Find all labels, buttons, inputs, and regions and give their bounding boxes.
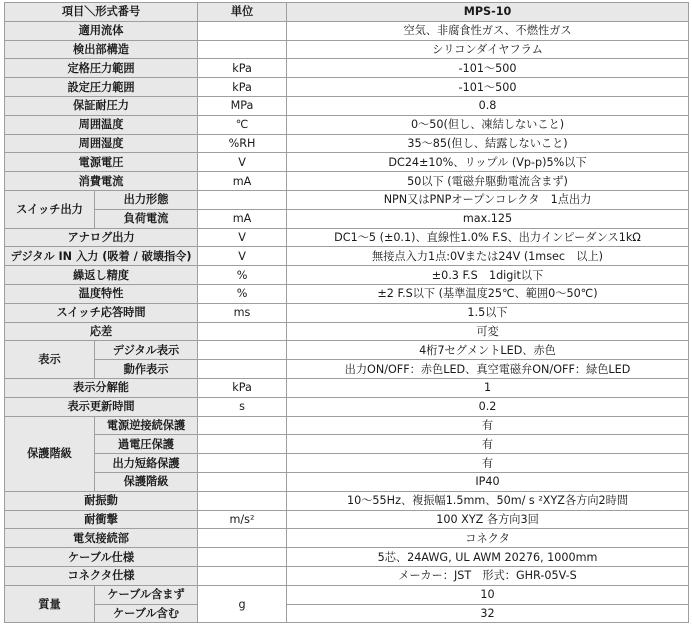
row-unit xyxy=(198,360,287,379)
row-value: NPN又はPNPオープンコレクタ 1点出力 xyxy=(287,190,689,209)
table-row xyxy=(5,491,689,510)
group-label: スイッチ出力 xyxy=(5,190,95,228)
row-label: 耐衝撃 xyxy=(5,510,198,529)
spec-table xyxy=(4,2,689,623)
table-row xyxy=(5,566,689,585)
header-item: 項目＼形式番号 xyxy=(5,3,198,22)
row-label: 負荷電流 xyxy=(95,209,198,228)
table-row xyxy=(5,172,689,191)
row-label: 応差 xyxy=(5,322,198,341)
row-label: アナログ出力 xyxy=(5,228,198,247)
table-row xyxy=(5,454,689,473)
row-label: 周囲温度 xyxy=(5,115,198,134)
table-row xyxy=(5,21,689,40)
row-value: 5芯、24AWG, UL AWM 20276, 1000mm xyxy=(287,548,689,567)
group-label: 質量 xyxy=(5,585,95,623)
row-label: 動作表示 xyxy=(95,360,198,379)
row-unit: kPa xyxy=(198,59,287,78)
row-unit: s xyxy=(198,397,287,416)
row-label: 検出部構造 xyxy=(5,40,198,59)
row-unit: ℃ xyxy=(198,115,287,134)
row-label: 消費電流 xyxy=(5,172,198,191)
row-value: 100 XYZ 各方向3回 xyxy=(287,510,689,529)
row-value: 有 xyxy=(287,454,689,473)
row-unit: ms xyxy=(198,303,287,322)
row-unit xyxy=(198,435,287,454)
row-value: 0〜50(但し、凍結しないこと) xyxy=(287,115,689,134)
row-label: ケーブル含む xyxy=(95,604,198,623)
row-value: 10〜55Hz、複振幅1.5mm、50m/ s ²XYZ各方向2時間 xyxy=(287,491,689,510)
table-row xyxy=(5,341,689,360)
row-unit: % xyxy=(198,284,287,303)
row-label: ケーブル含まず xyxy=(95,585,198,604)
row-unit xyxy=(198,21,287,40)
group-label: 表示 xyxy=(5,341,95,379)
table-row xyxy=(5,266,689,285)
row-value: IP40 xyxy=(287,472,689,491)
row-unit: kPa xyxy=(198,78,287,97)
row-value: 無接点入力1点:0Vまたは24V (1msec 以上) xyxy=(287,247,689,266)
table-row xyxy=(5,510,689,529)
table-row xyxy=(5,134,689,153)
table-row xyxy=(5,529,689,548)
row-unit: m/s² xyxy=(198,510,287,529)
header-row xyxy=(5,3,689,22)
table-row xyxy=(5,303,689,322)
row-value: 出力ON/OFF：赤色LED、真空電磁弁ON/OFF：緑色LED xyxy=(287,360,689,379)
row-value: -101〜500 xyxy=(287,78,689,97)
row-unit xyxy=(198,472,287,491)
row-value: -101〜500 xyxy=(287,59,689,78)
row-unit: MPa xyxy=(198,96,287,115)
table-row xyxy=(5,322,689,341)
row-label: 定格圧力範囲 xyxy=(5,59,198,78)
row-value: 1 xyxy=(287,378,689,397)
row-unit xyxy=(198,40,287,59)
row-label: 出力形態 xyxy=(95,190,198,209)
table-row xyxy=(5,228,689,247)
row-label: 耐振動 xyxy=(5,491,198,510)
header-model: MPS-10 xyxy=(287,3,689,22)
row-value: 0.2 xyxy=(287,397,689,416)
row-value: 50以下 (電磁弁駆動電流含まず) xyxy=(287,172,689,191)
row-label: ケーブル仕様 xyxy=(5,548,198,567)
row-label: 設定圧力範囲 xyxy=(5,78,198,97)
row-value: 4桁7セグメントLED、赤色 xyxy=(287,341,689,360)
row-unit: kPa xyxy=(198,378,287,397)
row-label: デジタル表示 xyxy=(95,341,198,360)
table-row xyxy=(5,416,689,435)
row-value: DC1〜5 (±0.1)、直線性1.0% F.S、出力インピーダンス1kΩ xyxy=(287,228,689,247)
row-value: ±2 F.S以下 (基準温度25℃、範囲0〜50℃) xyxy=(287,284,689,303)
row-value: メーカー：JST 形式：GHR-05V-S xyxy=(287,566,689,585)
row-value: 可変 xyxy=(287,322,689,341)
group-label: 保護階級 xyxy=(5,416,95,491)
row-label: 温度特性 xyxy=(5,284,198,303)
table-row xyxy=(5,472,689,491)
table-row xyxy=(5,360,689,379)
table-row xyxy=(5,585,689,604)
row-unit: V xyxy=(198,247,287,266)
row-unit xyxy=(198,454,287,473)
row-unit xyxy=(198,566,287,585)
row-label: スイッチ応答時間 xyxy=(5,303,198,322)
table-row xyxy=(5,96,689,115)
row-label: コネクタ仕様 xyxy=(5,566,198,585)
row-value: 有 xyxy=(287,416,689,435)
row-value: 35〜85(但し、結露しないこと) xyxy=(287,134,689,153)
row-label: 電気接続部 xyxy=(5,529,198,548)
table-row xyxy=(5,78,689,97)
row-value: 1.5以下 xyxy=(287,303,689,322)
row-value: シリコンダイヤフラム xyxy=(287,40,689,59)
table-row xyxy=(5,209,689,228)
row-label: 表示更新時間 xyxy=(5,397,198,416)
row-unit: % xyxy=(198,266,287,285)
row-unit: g xyxy=(198,585,287,623)
row-value: ±0.3 F.S 1digit以下 xyxy=(287,266,689,285)
row-unit xyxy=(198,322,287,341)
table-row xyxy=(5,40,689,59)
row-unit: mA xyxy=(198,172,287,191)
header-unit: 単位 xyxy=(198,3,287,22)
row-label: 電源逆接続保護 xyxy=(95,416,198,435)
row-label: 出力短絡保護 xyxy=(95,454,198,473)
row-label: 繰返し精度 xyxy=(5,266,198,285)
table-row xyxy=(5,59,689,78)
table-row xyxy=(5,378,689,397)
row-value: 空気、非腐食性ガス、不燃性ガス xyxy=(287,21,689,40)
table-row xyxy=(5,604,689,623)
table-row xyxy=(5,190,689,209)
row-unit xyxy=(198,491,287,510)
row-label: 保護階級 xyxy=(95,472,198,491)
table-row xyxy=(5,548,689,567)
table-row xyxy=(5,435,689,454)
row-value: max.125 xyxy=(287,209,689,228)
row-label: 周囲湿度 xyxy=(5,134,198,153)
row-label: 電源電圧 xyxy=(5,153,198,172)
row-value: 32 xyxy=(287,604,689,623)
row-label: 適用流体 xyxy=(5,21,198,40)
row-unit: V xyxy=(198,153,287,172)
row-value: 10 xyxy=(287,585,689,604)
row-unit xyxy=(198,416,287,435)
table-row xyxy=(5,247,689,266)
row-value: コネクタ xyxy=(287,529,689,548)
row-value: DC24±10%、リップル (Vp-p)5%以下 xyxy=(287,153,689,172)
row-unit: %RH xyxy=(198,134,287,153)
table-row xyxy=(5,284,689,303)
row-value: 有 xyxy=(287,435,689,454)
row-unit xyxy=(198,341,287,360)
row-unit xyxy=(198,190,287,209)
table-row xyxy=(5,115,689,134)
row-unit: V xyxy=(198,228,287,247)
table-row xyxy=(5,397,689,416)
row-label: 過電圧保護 xyxy=(95,435,198,454)
row-unit xyxy=(198,548,287,567)
table-row xyxy=(5,153,689,172)
row-label: 表示分解能 xyxy=(5,378,198,397)
row-unit xyxy=(198,529,287,548)
row-unit: mA xyxy=(198,209,287,228)
row-label: 保証耐圧力 xyxy=(5,96,198,115)
row-value: 0.8 xyxy=(287,96,689,115)
row-label: デジタル IN 入力 (吸着 / 破壊指令) xyxy=(5,247,198,266)
